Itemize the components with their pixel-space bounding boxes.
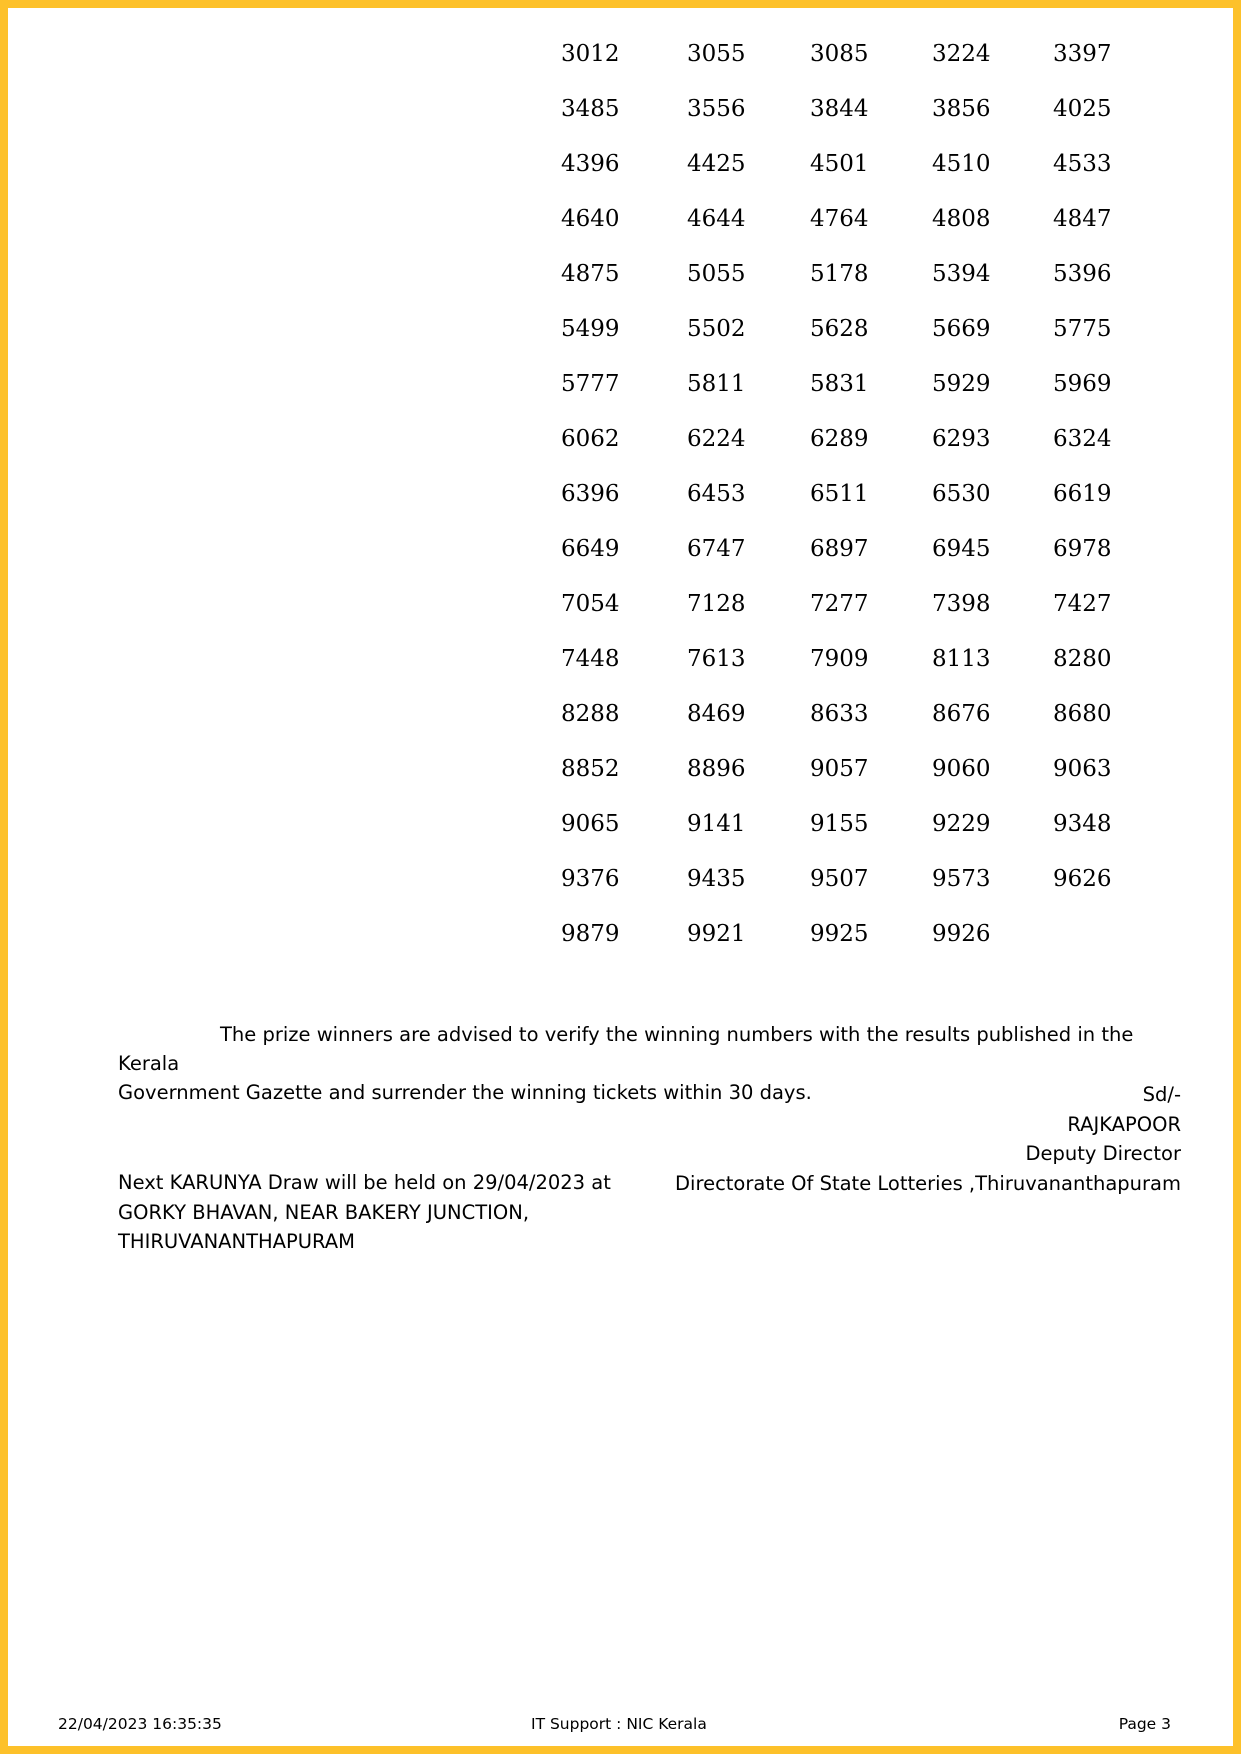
winning-number: 5777 — [561, 371, 620, 397]
winning-number: 9626 — [1053, 866, 1112, 892]
winning-number: 5775 — [1053, 316, 1112, 342]
winning-number: 9925 — [810, 921, 869, 947]
winning-number: 4644 — [687, 206, 746, 232]
number-row — [540, 920, 1140, 975]
footer-timestamp: 22/04/2023 16:35:35 — [58, 1715, 222, 1733]
winning-number: 9507 — [810, 866, 869, 892]
winning-number: 5055 — [687, 261, 746, 287]
winning-number: 9063 — [1053, 756, 1112, 782]
winning-number: 3856 — [932, 96, 991, 122]
winning-number: 9879 — [561, 921, 620, 947]
winning-number: 5178 — [810, 261, 869, 287]
number-row — [540, 700, 1140, 755]
winning-number: 6289 — [810, 426, 869, 452]
winning-number: 9065 — [561, 811, 620, 837]
winning-number: 9229 — [932, 811, 991, 837]
winning-number: 3085 — [810, 41, 869, 67]
winning-number: 5669 — [932, 316, 991, 342]
winning-number: 4425 — [687, 151, 746, 177]
winning-number: 6511 — [810, 481, 869, 507]
winning-number: 4501 — [810, 151, 869, 177]
winning-number: 9926 — [932, 921, 991, 947]
winning-number: 5811 — [687, 371, 746, 397]
winning-number: 7054 — [561, 591, 620, 617]
winning-number: 7427 — [1053, 591, 1112, 617]
winning-number: 6062 — [561, 426, 620, 452]
number-row — [540, 480, 1140, 535]
winning-number: 8896 — [687, 756, 746, 782]
winning-number: 9376 — [561, 866, 620, 892]
winning-number: 5499 — [561, 316, 620, 342]
winning-number: 3224 — [932, 41, 991, 67]
number-row — [540, 370, 1140, 425]
winning-number: 9435 — [687, 866, 746, 892]
winning-number: 8852 — [561, 756, 620, 782]
winning-number: 4764 — [810, 206, 869, 232]
footer-support: IT Support : NIC Kerala — [531, 1715, 707, 1733]
next-draw-line-2: GORKY BHAVAN, NEAR BAKERY JUNCTION, — [118, 1200, 530, 1224]
signatory-name: RAJKAPOOR — [1067, 1112, 1181, 1136]
winning-number: 8280 — [1053, 646, 1112, 672]
winning-number: 3012 — [561, 41, 620, 67]
number-row — [540, 150, 1140, 205]
winning-number: 7613 — [687, 646, 746, 672]
signature-block — [675, 1080, 1181, 1198]
notice-line-2: Government Gazette and surrender the winning tickets within 30 days. — [118, 1081, 812, 1104]
winning-number: 6897 — [810, 536, 869, 562]
winning-number: 5502 — [687, 316, 746, 342]
winning-number: 6945 — [932, 536, 991, 562]
winning-number: 9921 — [687, 921, 746, 947]
winning-number: 6453 — [687, 481, 746, 507]
winning-number: 8680 — [1053, 701, 1112, 727]
winning-number: 4510 — [932, 151, 991, 177]
winning-number: 3844 — [810, 96, 869, 122]
winning-number: 6224 — [687, 426, 746, 452]
winning-number: 4875 — [561, 261, 620, 287]
winning-number: 8469 — [687, 701, 746, 727]
winning-number: 7448 — [561, 646, 620, 672]
number-row — [540, 95, 1140, 150]
winning-number: 4640 — [561, 206, 620, 232]
winning-number: 9573 — [932, 866, 991, 892]
footer-page-number: Page 3 — [1118, 1715, 1171, 1733]
winning-number: 9141 — [687, 811, 746, 837]
winning-number: 3055 — [687, 41, 746, 67]
winning-number: 4533 — [1053, 151, 1112, 177]
winning-number: 8113 — [932, 646, 991, 672]
winning-number: 6619 — [1053, 481, 1112, 507]
winning-number: 7277 — [810, 591, 869, 617]
winning-number: 5628 — [810, 316, 869, 342]
winning-number: 8633 — [810, 701, 869, 727]
winning-number: 5394 — [932, 261, 991, 287]
number-row — [540, 205, 1140, 260]
winning-number: 5969 — [1053, 371, 1112, 397]
signature-sd: Sd/- — [1142, 1083, 1181, 1106]
winning-number: 5929 — [932, 371, 991, 397]
winning-number: 6978 — [1053, 536, 1112, 562]
next-draw-info — [118, 1168, 638, 1257]
number-row — [540, 40, 1140, 95]
winning-number: 5831 — [810, 371, 869, 397]
next-draw-line-1: Next KARUNYA Draw will be held on 29/04/2023 at — [118, 1171, 611, 1194]
winning-number: 9348 — [1053, 811, 1112, 837]
number-row — [540, 810, 1140, 865]
winning-number: 6747 — [687, 536, 746, 562]
winning-number: 5396 — [1053, 261, 1112, 287]
winning-numbers-grid — [540, 40, 1140, 975]
number-row — [540, 315, 1140, 370]
winning-number: 4025 — [1053, 96, 1112, 122]
number-row — [540, 260, 1140, 315]
number-row — [540, 865, 1140, 920]
winning-number: 3485 — [561, 96, 620, 122]
winning-number: 4396 — [561, 151, 620, 177]
winning-number: 6293 — [932, 426, 991, 452]
winning-number: 9057 — [810, 756, 869, 782]
winning-number: 6530 — [932, 481, 991, 507]
winning-number: 6396 — [561, 481, 620, 507]
signatory-office: Directorate Of State Lotteries ,Thiruvananthapuram — [675, 1171, 1181, 1195]
number-row — [540, 645, 1140, 700]
number-row — [540, 535, 1140, 590]
winning-number: 4847 — [1053, 206, 1112, 232]
number-row — [540, 755, 1140, 810]
winning-number: 3397 — [1053, 41, 1112, 67]
notice-line-1: The prize winners are advised to verify the winning numbers with the results published in the Kerala — [118, 1023, 1134, 1075]
winning-number: 4808 — [932, 206, 991, 232]
winning-number: 8288 — [561, 701, 620, 727]
winning-number: 9155 — [810, 811, 869, 837]
winning-number: 3556 — [687, 96, 746, 122]
winning-number: 6649 — [561, 536, 620, 562]
winning-number: 8676 — [932, 701, 991, 727]
next-draw-line-3: THIRUVANANTHAPURAM — [118, 1230, 355, 1253]
winning-number: 6324 — [1053, 426, 1112, 452]
signatory-designation: Deputy Director — [1025, 1142, 1181, 1165]
number-row — [540, 590, 1140, 645]
winning-number: 7909 — [810, 646, 869, 672]
winning-number: 9060 — [932, 756, 991, 782]
winning-number: 7398 — [932, 591, 991, 617]
number-row — [540, 425, 1140, 480]
winning-number: 7128 — [687, 591, 746, 617]
